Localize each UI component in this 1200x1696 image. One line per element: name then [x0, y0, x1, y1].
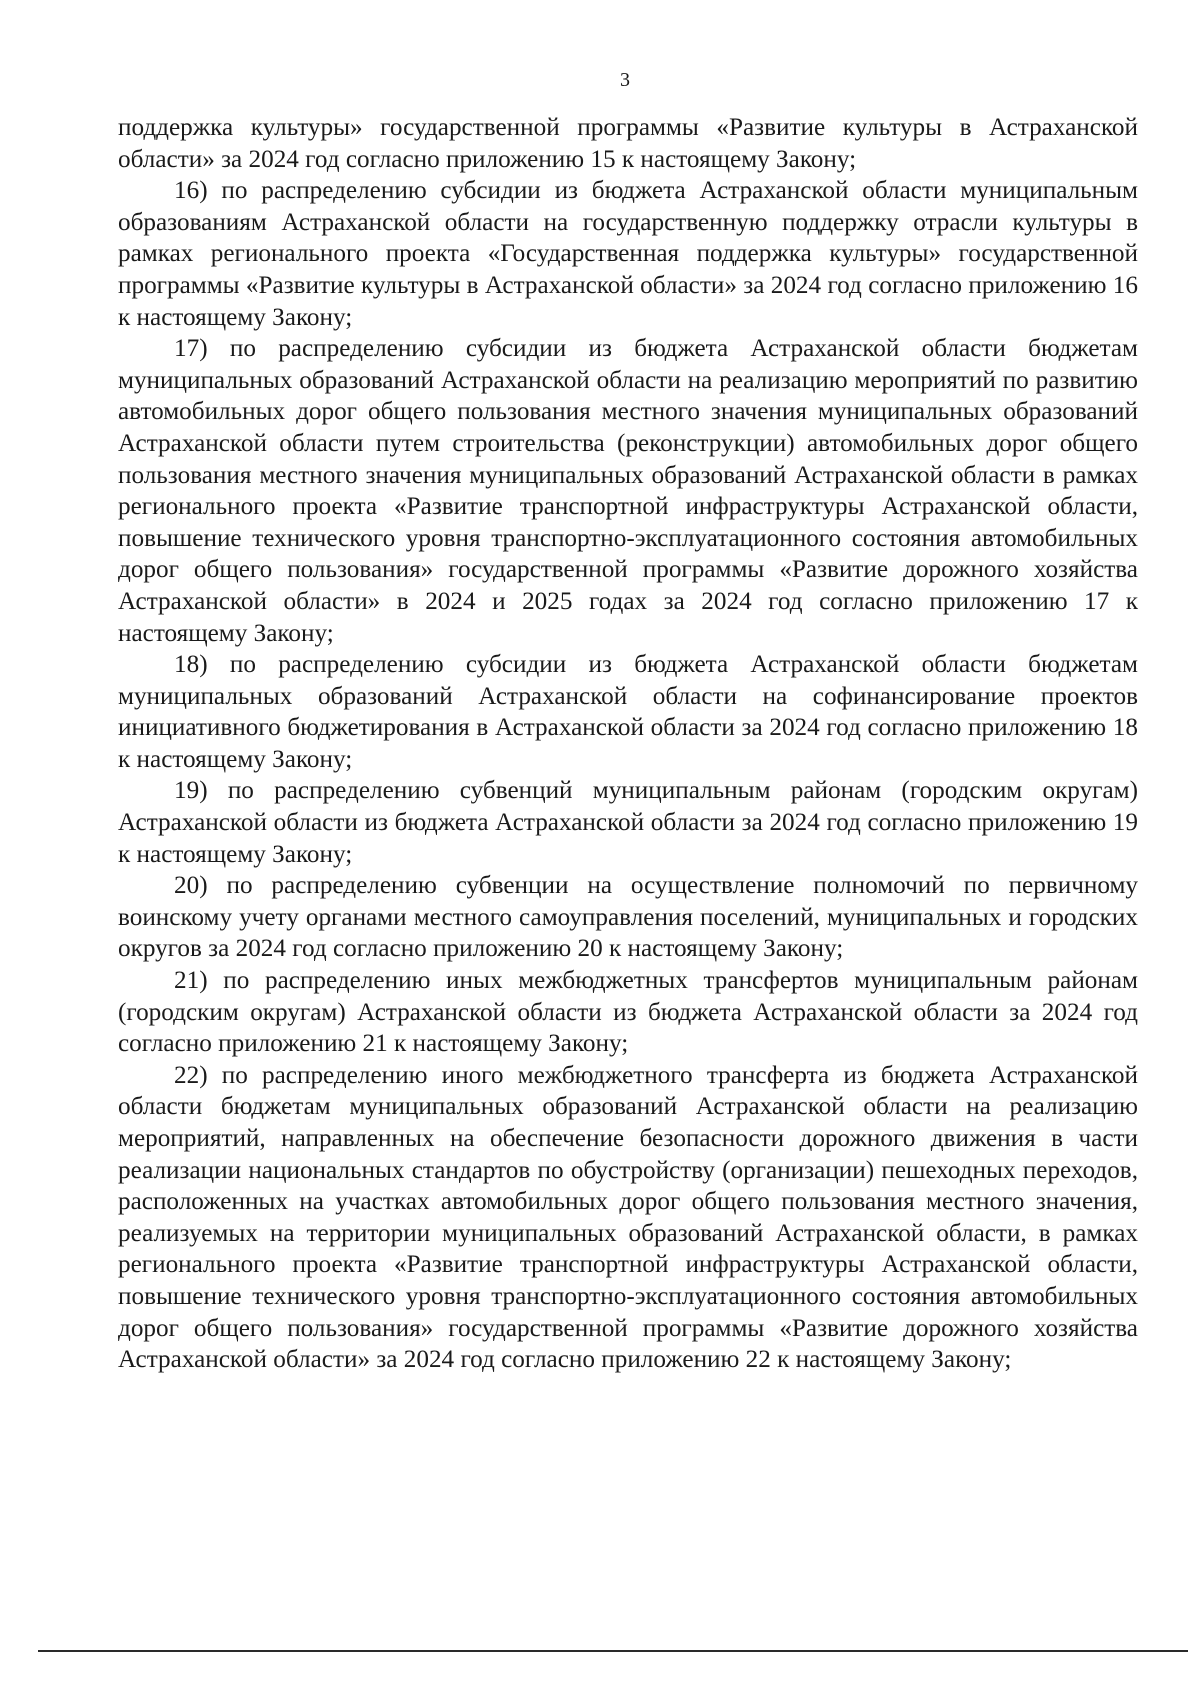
document-body — [118, 112, 1138, 1376]
page-bottom-rule — [38, 1650, 1188, 1652]
paragraph-item-17: 17) по распределению субсидии из бюджета Астраханской области бюджетам муниципальных образований Астраханской области на реализацию мероприятий по развитию автомобильных дорог общего пользования местного значения муниципальных образований Астраханской области путем строительства (реконструкции) автомобильных дорог общего пользования местного значения муниципальных образований Астраханской области в рамках регионального проекта «Развитие транспортной инфраструктуры Астраханской области, повышение технического уровня транспортно-эксплуатационного состояния автомобильных дорог общего пользования» государственной программы «Развитие дорожного хозяйства Астраханской области» в 2024 и 2025 годах за 2024 год согласно приложению 17 к настоящему Закону; — [118, 335, 1138, 647]
paragraph-continuation: поддержка культуры» государственной программы «Развитие культуры в Астраханской области» за 2024 год согласно приложению 15 к настоящему Закону; — [118, 114, 1138, 173]
page-number: 3 — [620, 69, 630, 91]
paragraph-item-19: 19) по распределению субвенций муниципальным районам (городским округам) Астраханской области из бюджета Астраханской области за 2024 год согласно приложению 19 к настоящему Закону; — [118, 777, 1138, 868]
paragraph-item-22: 22) по распределению иного межбюджетного трансферта из бюджета Астраханской области бюджетам муниципальных образований Астраханской области на реализацию мероприятий, направленных на обеспечение безопасности дорожного движения в части реализации национальных стандартов по обустройству (организации) пешеходных переходов, расположенных на участках автомобильных дорог общего пользования местного значения, реализуемых на территории муниципальных образований Астраханской области, в рамках регионального проекта «Развитие транспортной инфраструктуры Астраханской области, повышение технического уровня транспортно-эксплуатационного состояния автомобильных дорог общего пользования» государственной программы «Развитие дорожного хозяйства Астраханской области» за 2024 год согласно приложению 22 к настоящему Закону; — [118, 1061, 1138, 1374]
paragraph-item-16: 16) по распределению субсидии из бюджета Астраханской области муниципальным образованиям Астраханской области на государственную поддержку отрасли культуры в рамках регионального проекта «Государственная поддержка культуры» государственной программы «Развитие культуры в Астраханской области» за 2024 год согласно приложению 16 к настоящему Закону; — [118, 177, 1138, 331]
paragraph-item-21: 21) по распределению иных межбюджетных трансфертов муниципальным районам (городским округам) Астраханской области из бюджета Астраханской области за 2024 год согласно приложению 21 к настоящему Закону; — [118, 967, 1138, 1058]
paragraph-item-20: 20) по распределению субвенции на осуществление полномочий по первичному воинскому учету органами местного самоуправления поселений, муниципальных и городских округов за 2024 год согласно приложению 20 к настоящему Закону; — [118, 872, 1138, 963]
paragraph-item-18: 18) по распределению субсидии из бюджета Астраханской области бюджетам муниципальных образований Астраханской области на софинансирование проектов инициативного бюджетирования в Астраханской области за 2024 год согласно приложению 18 к настоящему Закону; — [118, 651, 1138, 773]
